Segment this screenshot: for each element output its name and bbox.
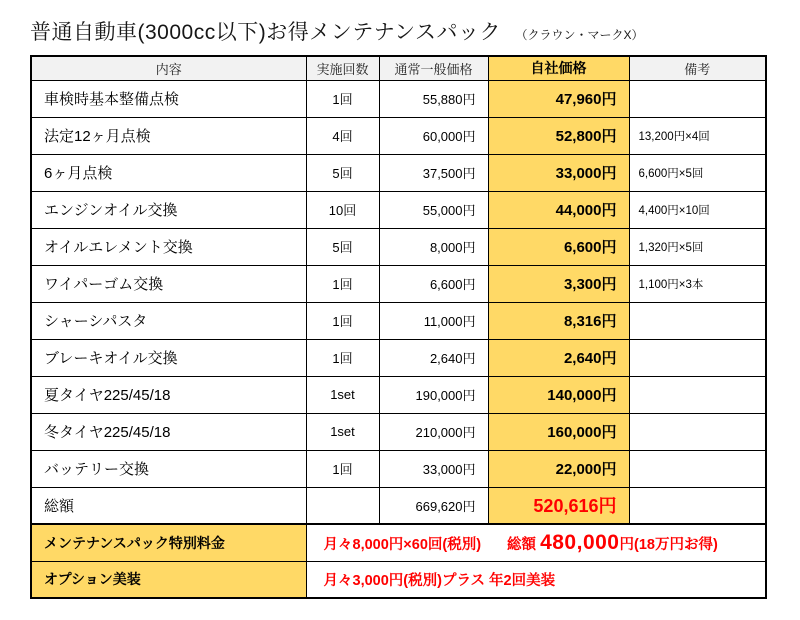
count-cell: 1回 — [306, 450, 379, 487]
option-row — [31, 561, 766, 598]
count-cell: 1回 — [306, 80, 379, 117]
normal-price-cell: 190,000円 — [379, 376, 488, 413]
own-price-cell: 52,800円 — [488, 117, 629, 154]
special-price-prefix: 月々8,000円×60回(税別) — [323, 536, 482, 553]
item-cell: バッテリー交換 — [31, 450, 306, 487]
table-row — [31, 302, 766, 339]
own-price-cell: 33,000円 — [488, 154, 629, 191]
table-row — [31, 413, 766, 450]
special-total-label: 総額 — [507, 536, 537, 553]
own-price-cell: 8,316円 — [488, 302, 629, 339]
remark-cell — [629, 487, 766, 524]
maintenance-price-table — [30, 55, 767, 599]
table-row — [31, 265, 766, 302]
normal-price-cell: 37,500円 — [379, 154, 488, 191]
remark-cell: 1,100円×3本 — [629, 265, 766, 302]
count-cell: 1回 — [306, 302, 379, 339]
table-row — [31, 228, 766, 265]
own-price-cell: 44,000円 — [488, 191, 629, 228]
normal-price-cell: 669,620円 — [379, 487, 488, 524]
remark-cell — [629, 80, 766, 117]
own-price-cell: 47,960円 — [488, 80, 629, 117]
table-row — [31, 154, 766, 191]
table-row — [31, 80, 766, 117]
remark-cell: 4,400円×10回 — [629, 191, 766, 228]
remark-cell — [629, 413, 766, 450]
item-cell: 法定12ヶ月点検 — [31, 117, 306, 154]
item-cell: 冬タイヤ225/45/18 — [31, 413, 306, 450]
total-row — [31, 487, 766, 524]
item-cell: エンジンオイル交換 — [31, 191, 306, 228]
normal-price-cell: 55,880円 — [379, 80, 488, 117]
table-row — [31, 339, 766, 376]
special-price-suffix: 円(18万円お得) — [619, 536, 718, 553]
table-header-row — [31, 56, 766, 80]
own-price-cell: 22,000円 — [488, 450, 629, 487]
page-subtitle: （クラウン・マークX） — [515, 28, 644, 42]
special-total-amount: 480,000 — [540, 530, 620, 554]
item-cell: 6ヶ月点検 — [31, 154, 306, 191]
count-cell: 5回 — [306, 154, 379, 191]
table-row — [31, 117, 766, 154]
item-cell: 夏タイヤ225/45/18 — [31, 376, 306, 413]
count-cell: 4回 — [306, 117, 379, 154]
remark-cell: 1,320円×5回 — [629, 228, 766, 265]
count-cell — [306, 487, 379, 524]
remark-cell: 6,600円×5回 — [629, 154, 766, 191]
count-cell: 1set — [306, 376, 379, 413]
own-price-cell: 140,000円 — [488, 376, 629, 413]
item-cell: ブレーキオイル交換 — [31, 339, 306, 376]
normal-price-cell: 210,000円 — [379, 413, 488, 450]
remark-cell — [629, 450, 766, 487]
normal-price-cell: 55,000円 — [379, 191, 488, 228]
own-price-cell: 2,640円 — [488, 339, 629, 376]
count-cell: 1回 — [306, 339, 379, 376]
total-own-price-cell: 520,616円 — [488, 487, 629, 524]
special-price-label: メンテナンスパック特別料金 — [31, 524, 306, 561]
special-price-row — [31, 524, 766, 561]
page-title: 普通自動車(3000cc以下)お得メンテナンスパック — [30, 21, 502, 44]
col-header-own-price: 自社価格 — [488, 56, 629, 80]
item-cell: 車検時基本整備点検 — [31, 80, 306, 117]
col-header-normal-price: 通常一般価格 — [379, 56, 488, 80]
remark-cell — [629, 376, 766, 413]
own-price-cell: 160,000円 — [488, 413, 629, 450]
own-price-cell: 6,600円 — [488, 228, 629, 265]
special-price-value — [306, 524, 766, 561]
item-cell: シャーシパスタ — [31, 302, 306, 339]
count-cell: 1set — [306, 413, 379, 450]
remark-cell — [629, 339, 766, 376]
col-header-remark: 備考 — [629, 56, 766, 80]
table-row — [31, 450, 766, 487]
table-row — [31, 191, 766, 228]
col-header-count: 実施回数 — [306, 56, 379, 80]
count-cell: 10回 — [306, 191, 379, 228]
count-cell: 1回 — [306, 265, 379, 302]
count-cell: 5回 — [306, 228, 379, 265]
normal-price-cell: 8,000円 — [379, 228, 488, 265]
own-price-cell: 3,300円 — [488, 265, 629, 302]
col-header-item: 内容 — [31, 56, 306, 80]
option-value: 月々3,000円(税別)プラス 年2回美装 — [306, 561, 766, 598]
item-cell: ワイパーゴム交換 — [31, 265, 306, 302]
remark-cell — [629, 302, 766, 339]
remark-cell: 13,200円×4回 — [629, 117, 766, 154]
normal-price-cell: 60,000円 — [379, 117, 488, 154]
item-cell: オイルエレメント交換 — [31, 228, 306, 265]
normal-price-cell: 33,000円 — [379, 450, 488, 487]
table-row — [31, 376, 766, 413]
page-header — [0, 0, 800, 46]
normal-price-cell: 11,000円 — [379, 302, 488, 339]
item-cell: 総額 — [31, 487, 306, 524]
option-label: オプション美装 — [31, 561, 306, 598]
normal-price-cell: 6,600円 — [379, 265, 488, 302]
normal-price-cell: 2,640円 — [379, 339, 488, 376]
